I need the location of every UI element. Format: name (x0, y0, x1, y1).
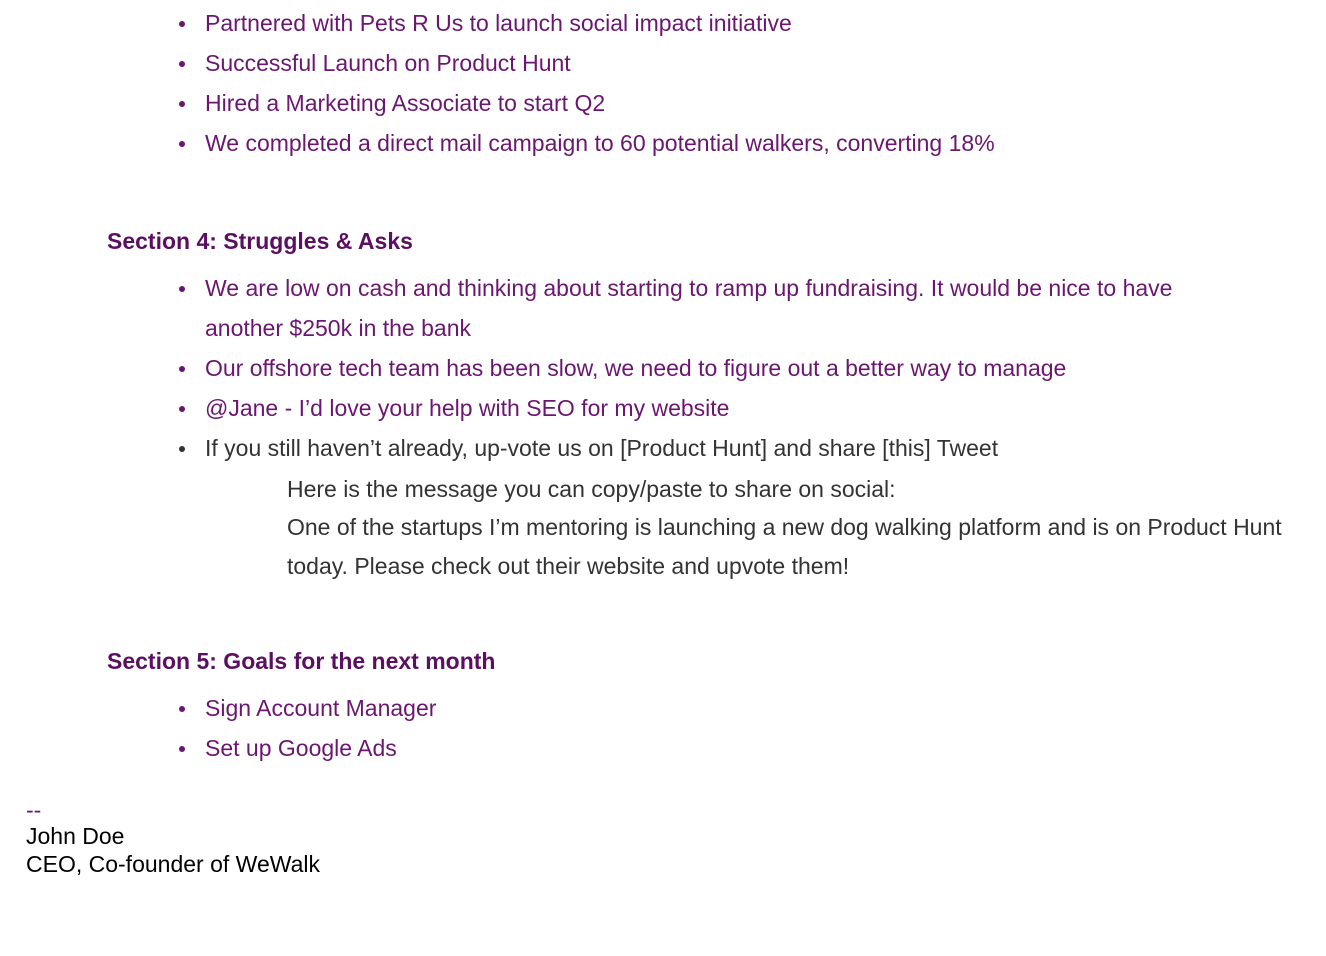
list-item-text: We completed a direct mail campaign to 60 potential walkers, converting 18% (205, 130, 995, 156)
section-5-list (0, 688, 436, 768)
list-item-text: Set up Google Ads (205, 735, 397, 761)
bullet-icon (179, 141, 185, 147)
section-5-heading: Section 5: Goals for the next month (107, 648, 496, 674)
list-item (0, 43, 995, 83)
list-item (0, 83, 995, 123)
list-item (0, 388, 1245, 428)
list-item-text: Partnered with Pets R Us to launch social impact initiative (205, 10, 792, 36)
list-item (0, 3, 995, 43)
bullet-icon (179, 406, 185, 412)
bullet-icon (179, 446, 185, 452)
email-signature (26, 798, 320, 878)
bullet-icon (179, 61, 185, 67)
bullet-icon (179, 101, 185, 107)
list-item-text: Successful Launch on Product Hunt (205, 50, 571, 76)
signature-separator: -- (26, 797, 42, 823)
social-message-text: One of the startups I’m mentoring is launching a new dog walking platform and is on Product Hunt today. Please check out their website and upvote them! (287, 514, 1282, 579)
bullet-icon (179, 286, 185, 292)
list-item-text: We are low on cash and thinking about starting to ramp up fundraising. It would be nice to have another $250k in the bank (205, 275, 1173, 341)
list-item (0, 728, 436, 768)
list-item-text: Our offshore tech team has been slow, we need to figure out a better way to manage (205, 355, 1067, 381)
list-item (0, 123, 995, 163)
bullet-icon (179, 21, 185, 27)
list-item (0, 348, 1245, 388)
bullet-icon (179, 706, 185, 712)
bullet-icon (179, 366, 185, 372)
list-item-text: @Jane - I’d love your help with SEO for my website (205, 395, 730, 421)
list-item (0, 268, 1245, 348)
list-item-text: Sign Account Manager (205, 695, 437, 721)
signature-name: John Doe (26, 823, 125, 849)
list-item (0, 688, 436, 728)
list-item-text: Hired a Marketing Associate to start Q2 (205, 90, 606, 116)
social-message-block (287, 470, 1297, 586)
social-message-intro: Here is the message you can copy/paste to share on social: (287, 476, 896, 502)
bullet-icon (179, 746, 185, 752)
previous-section-list (0, 3, 995, 163)
section-4-heading: Section 4: Struggles & Asks (107, 228, 413, 254)
signature-title: CEO, Co-founder of WeWalk (26, 851, 320, 877)
list-item-text: If you still haven’t already, up-vote us on [Product Hunt] and share [this] Tweet (205, 435, 999, 461)
section-4-list (0, 268, 1245, 468)
list-item (0, 428, 1245, 468)
